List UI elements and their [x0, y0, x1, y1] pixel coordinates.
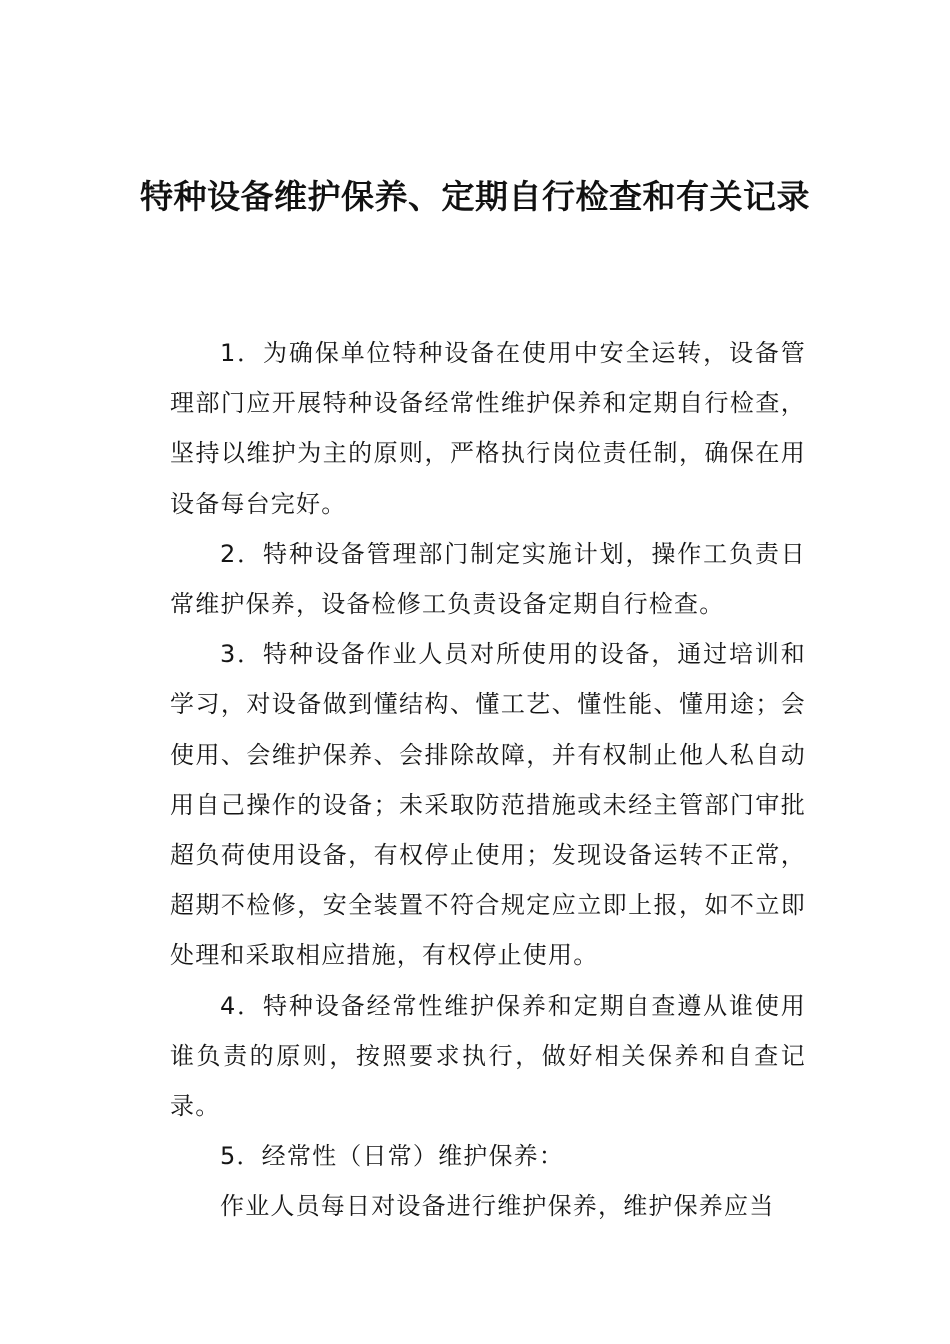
- paragraph-2: 2．特种设备管理部门制定实施计划，操作工负责日常维护保养，设备检修工负责设备定期自行检查。: [170, 539, 806, 619]
- document-body: [170, 328, 806, 1232]
- paragraph-1: 1．为确保单位特种设备在使用中安全运转，设备管理部门应开展特种设备经常性维护保养和定期自行检查，坚持以维护为主的原则，严格执行岗位责任制，确保在用设备每台完好。: [170, 339, 806, 518]
- paragraph-3: 3．特种设备作业人员对所使用的设备，通过培训和学习，对设备做到懂结构、懂工艺、懂性能、懂用途；会使用、会维护保养、会排除故障，并有权制止他人私自动用自己操作的设备；未采取防范措施或未经主管部门审批超负荷使用设备，有权停止使用；发现设备运转不正常，超期不检修，安全装置不符合规定应立即上报，如不立即处理和采取相应措施，有权停止使用。: [170, 640, 806, 970]
- paragraph-4: 4．特种设备经常性维护保养和定期自查遵从谁使用谁负责的原则，按照要求执行，做好相关保养和自查记录。: [170, 991, 806, 1121]
- paragraph-5: 5．经常性（日常）维护保养：: [220, 1142, 565, 1171]
- document-title: 特种设备维护保养、定期自行检查和有关记录: [140, 177, 810, 216]
- paragraph-6: 作业人员每日对设备进行维护保养，维护保养应当: [220, 1192, 775, 1221]
